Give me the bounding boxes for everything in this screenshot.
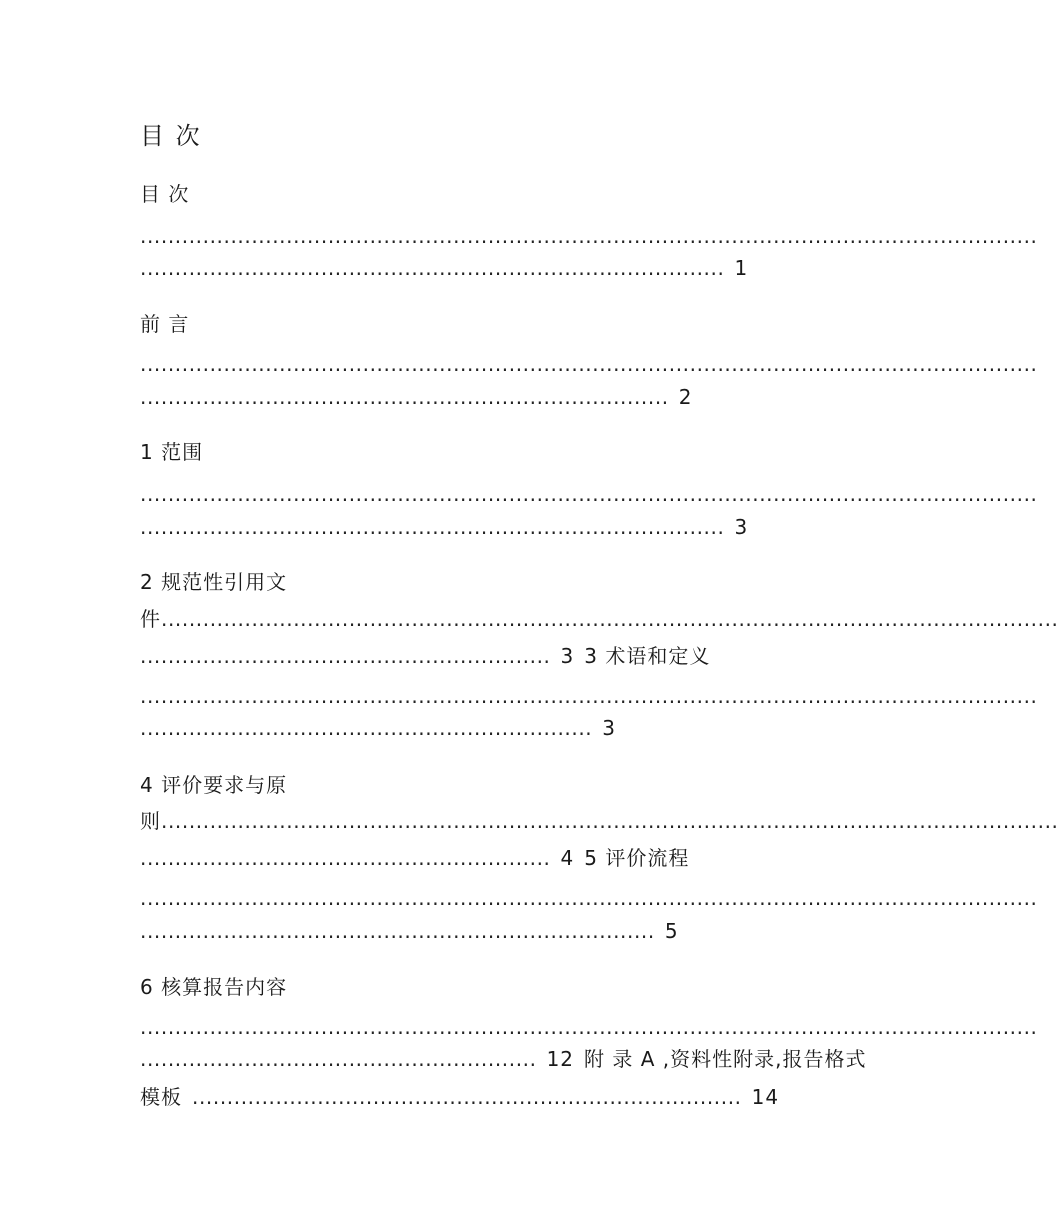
toc-entry-continued [140,807,1059,835]
toc-entry-title-cont[interactable]: 则 [140,809,161,833]
toc-entry-page-line [140,917,804,945]
page-title: 目 次 [140,122,202,150]
toc-page-number[interactable]: 12 [546,1047,575,1071]
toc-leader-dots: ................................................................................................................................. [140,224,1038,248]
toc-entry-title[interactable]: 6 核算报告内容 [140,975,288,999]
toc-entry-page-line [140,844,804,872]
toc-entry-page-line [140,254,804,282]
toc-entry-continued [140,605,1059,633]
toc-leader-dots: ................................................................................................................................. [140,684,1038,708]
toc-leader-dots: .................................................................................... [140,515,725,539]
toc-entry-title-cont[interactable]: 件 [140,607,161,631]
toc-leader-dots: ............................................................................ [140,385,669,409]
toc-entry-page-line [140,513,804,541]
toc-page-number[interactable]: 3 [602,716,616,740]
toc-entry-page-line [140,642,804,670]
toc-page-number[interactable]: 14 [751,1085,780,1109]
toc-leader-dots: ........................................................... [140,644,551,668]
toc-leader-dots: ................................................................................................................................. [140,1015,1038,1039]
toc-entry-title-cont[interactable]: 模板 [140,1085,182,1109]
toc-page-number[interactable]: 3 [560,644,575,668]
toc-entry-page-line [140,1083,804,1111]
toc-entry-page-line [140,1045,867,1073]
toc-leader-dots: ................................................................................................................................. [161,809,1059,833]
toc-entry-title[interactable]: 4 评价要求与原 [140,773,288,797]
toc-entry-title[interactable]: 2 规范性引用文 [140,570,288,594]
toc-page-number[interactable]: 2 [678,385,693,409]
toc-entry-title[interactable]: 附 录 A ,资料性附录,报告格式 [584,1047,867,1071]
toc-entry-page-line [140,714,804,742]
toc-page-number[interactable]: 1 [734,256,749,280]
toc-entry-title[interactable]: 5 评价流程 [584,846,690,870]
toc-leader-dots: ................................................................................................................................. [140,352,1038,376]
toc-leader-dots: .................................................................................... [140,256,725,280]
toc-page-number[interactable]: 4 [560,846,575,870]
toc-leader-dots: ................................................................. [140,716,593,740]
toc-entry-title[interactable]: 前 言 [140,312,190,336]
toc-entry-title[interactable]: 目 次 [140,182,190,206]
toc-leader-dots: .......................................................................... [140,919,655,943]
toc-leader-dots: ........................................................... [140,846,551,870]
toc-leader-dots: ................................................................................................................................. [161,607,1059,631]
toc-page-number[interactable]: 3 [734,515,749,539]
toc-leader-dots: ................................................................................................................................. [140,886,1038,910]
toc-leader-dots: ......................................................... [140,1047,537,1071]
toc-leader-dots: ............................................................................... [192,1085,742,1109]
toc-entry-title[interactable]: 3 术语和定义 [584,644,711,668]
toc-entry-title[interactable]: 1 范围 [140,440,204,464]
toc-leader-dots: ................................................................................................................................. [140,482,1038,506]
toc-entry-page-line [140,383,804,411]
toc-page-number[interactable]: 5 [664,919,679,943]
